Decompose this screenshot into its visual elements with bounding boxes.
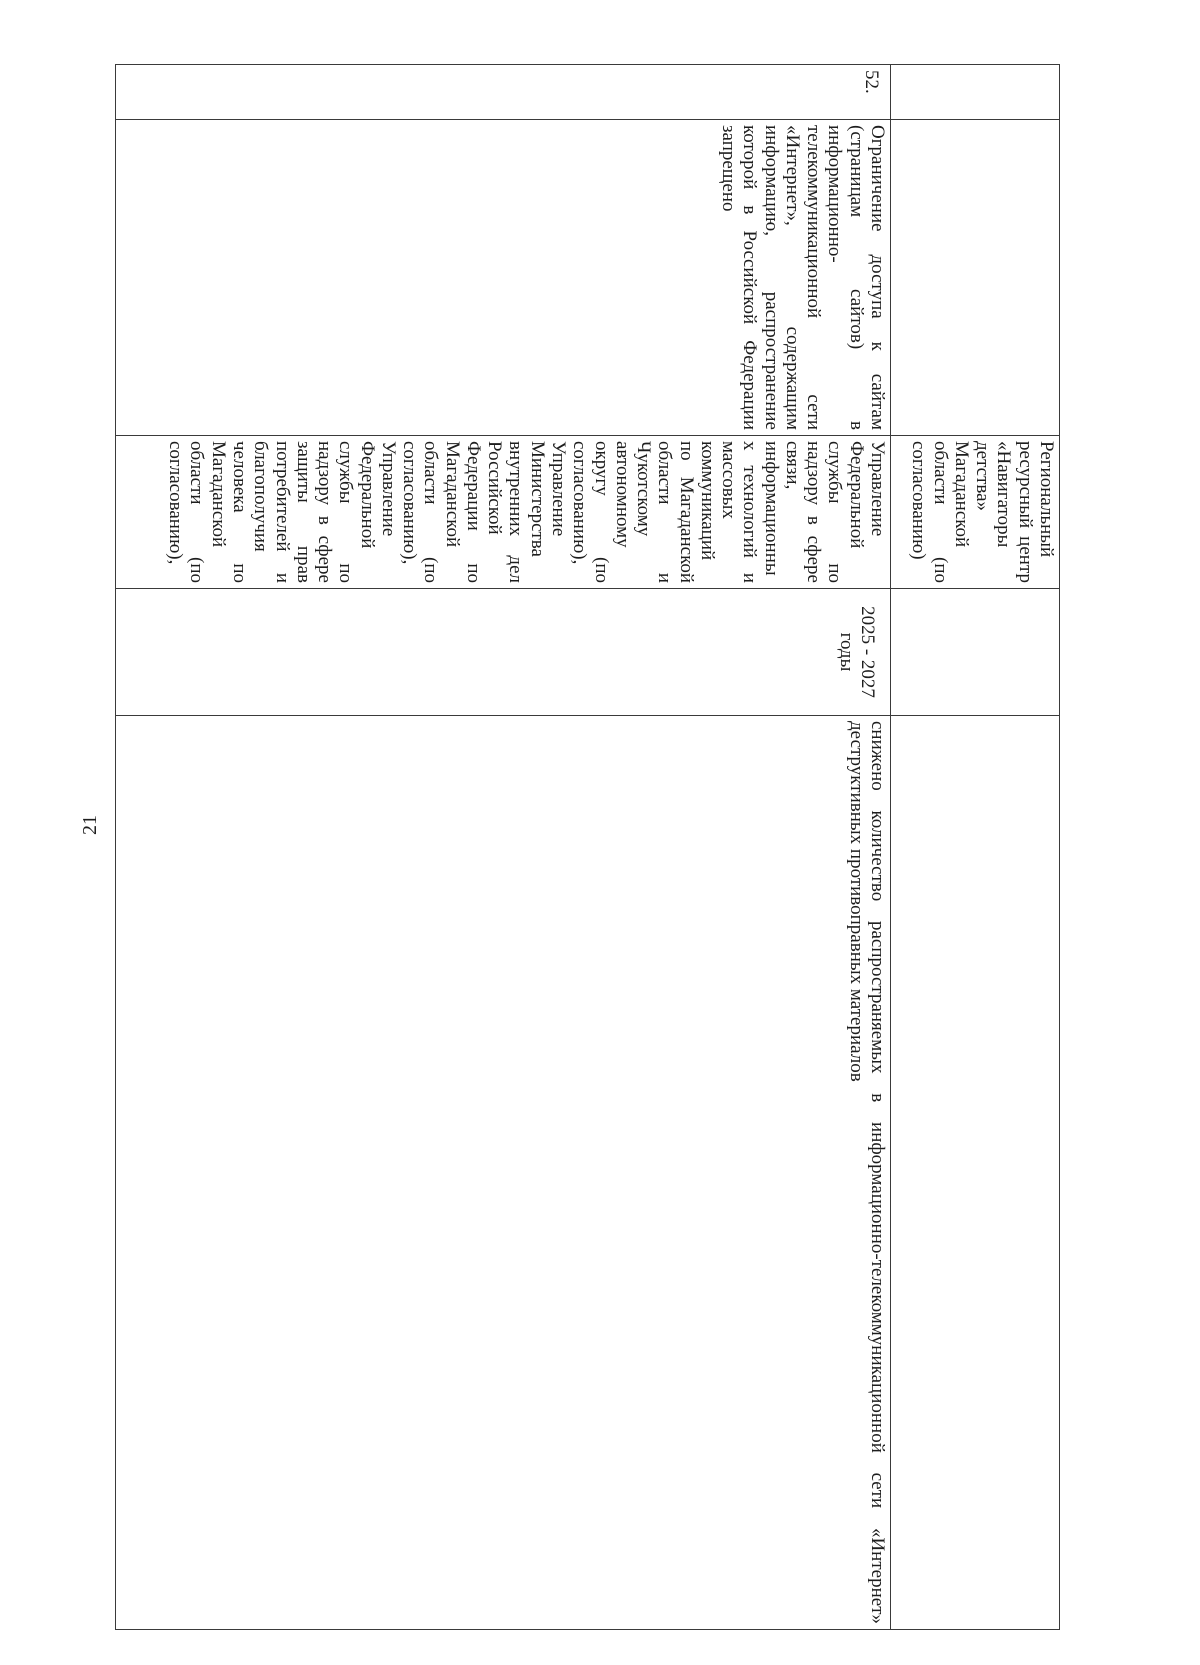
rotated-table-container bbox=[140, 64, 1060, 1624]
executor-text: Управление Министерства внутренних дел Российской Федерации по Магаданской области (по согласованию), bbox=[399, 441, 570, 583]
row-number: 52. bbox=[861, 70, 882, 94]
table-row bbox=[116, 65, 891, 1630]
event-cell bbox=[116, 120, 891, 436]
executor-text: Управление Федеральной службы по надзору в сфере защиты прав потребителей и благополучия человека по Магаданской области (по согласованию), bbox=[165, 441, 399, 583]
result-text: снижено количество распространяемых в информационно-телекоммуникационной сети «Интернет» деструктивных противоправных материалов bbox=[845, 721, 888, 1624]
term-cell bbox=[116, 589, 891, 716]
event-text: Ограничение доступа к сайтам (страницам сайтов) в информационно-телекоммуникационной сети «Интернет», содержащим информацию, распространение которой в Российской Федерации запрещено bbox=[718, 125, 888, 430]
row-number-cell bbox=[891, 65, 1060, 120]
result-cell bbox=[891, 716, 1060, 1630]
executor-text: Региональный ресурсный центр «Навигаторы детства» Магаданской области (по согласованию) bbox=[908, 441, 1057, 583]
row-number-cell bbox=[116, 65, 891, 120]
event-cell bbox=[891, 120, 1060, 436]
measures-table bbox=[115, 64, 1060, 1630]
result-cell bbox=[116, 716, 891, 1630]
table-row bbox=[891, 65, 1060, 1630]
term-cell bbox=[891, 589, 1060, 716]
page-number: 21 bbox=[79, 815, 101, 835]
executor-cell bbox=[891, 436, 1060, 589]
executor-text: Управление Федеральной службы по надзору в сфере связи, информационных технологий и массовых коммуникаций по Магаданской области и Чукотскому автономному округу (по согласованию), bbox=[569, 441, 888, 583]
executor-cell bbox=[116, 436, 891, 589]
term-text: 2025 - 2027 годы bbox=[835, 606, 878, 698]
